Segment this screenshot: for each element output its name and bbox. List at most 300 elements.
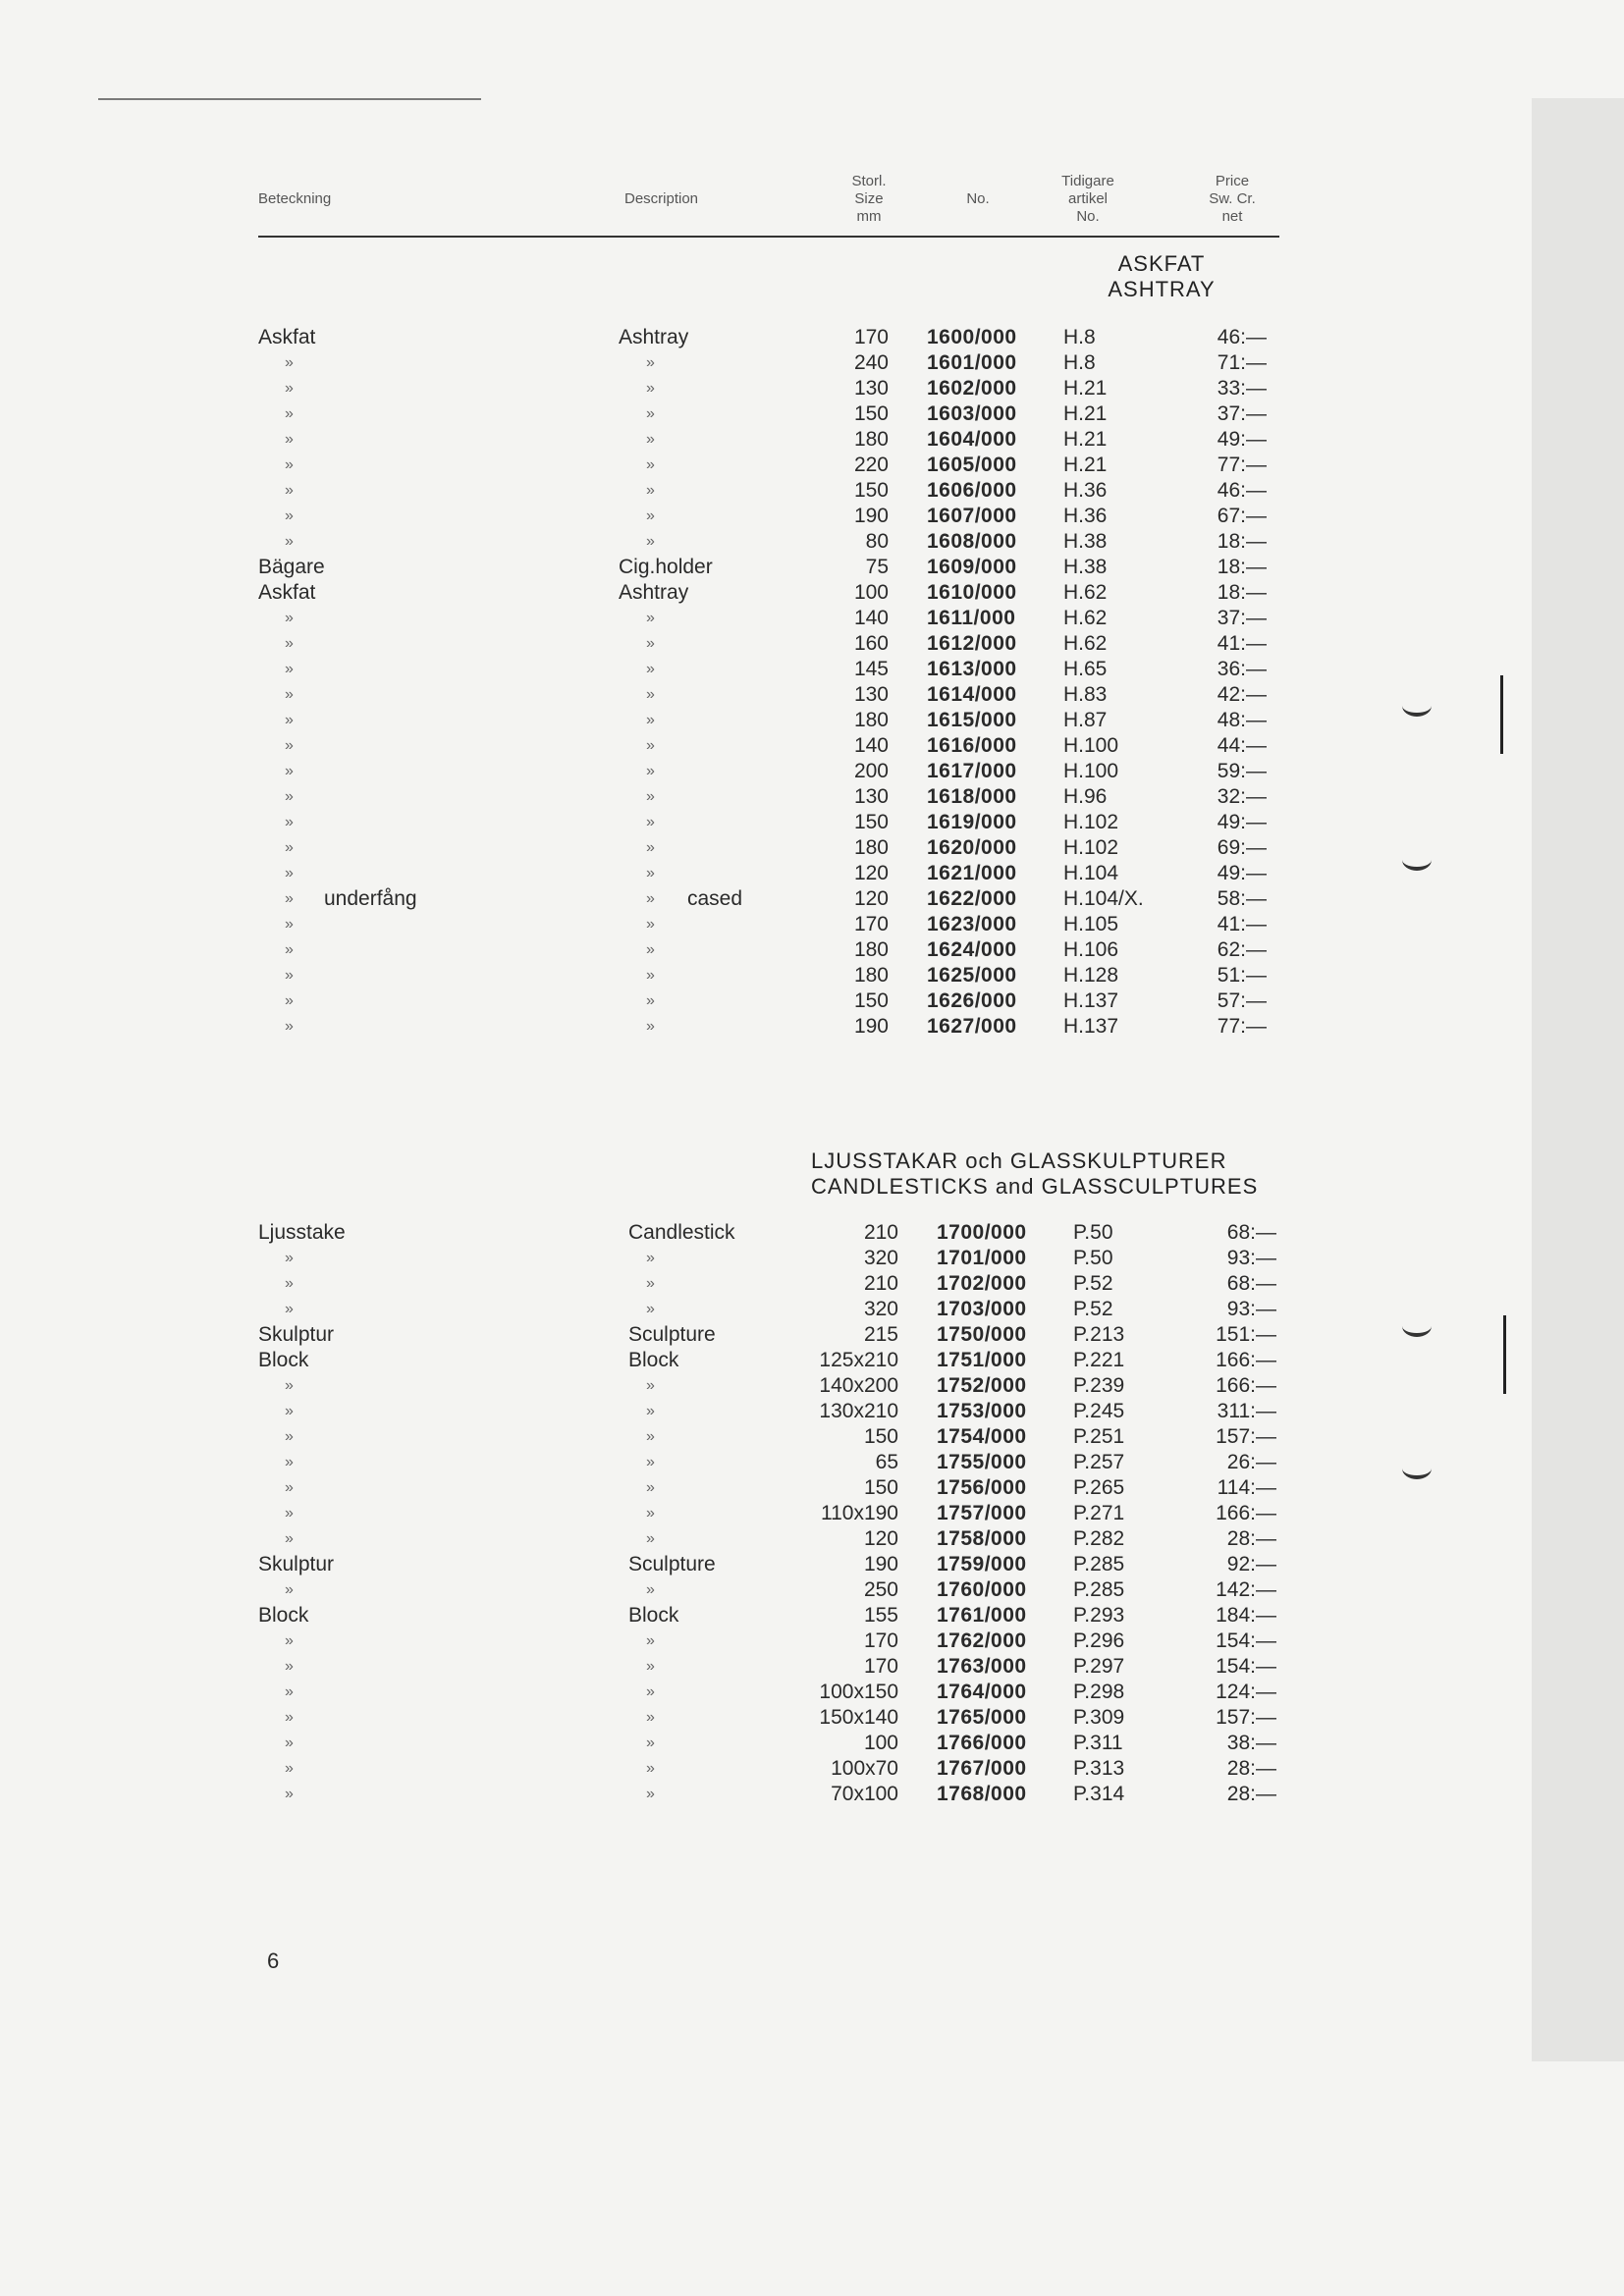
item-name: Askfat bbox=[258, 326, 316, 348]
item-description: Cig.holder bbox=[619, 556, 713, 578]
item-price: 92:— bbox=[1226, 1553, 1276, 1575]
item-description: » bbox=[646, 1581, 655, 1598]
table-row bbox=[0, 1731, 1532, 1756]
item-number: 1754/000 bbox=[937, 1425, 1027, 1448]
item-number: 1621/000 bbox=[927, 862, 1017, 884]
item-name: » bbox=[285, 405, 294, 422]
item-size: 180 bbox=[853, 964, 889, 987]
item-previous-number: P.50 bbox=[1073, 1221, 1113, 1244]
item-previous-number: H.104 bbox=[1063, 862, 1119, 884]
item-size: 210 bbox=[863, 1221, 898, 1244]
item-description: » bbox=[646, 380, 655, 397]
item-previous-number: H.83 bbox=[1063, 683, 1108, 706]
table-row bbox=[0, 886, 1532, 912]
item-size: 200 bbox=[853, 760, 889, 782]
item-size: 320 bbox=[863, 1247, 898, 1269]
item-previous-number: H.100 bbox=[1063, 734, 1119, 757]
item-number: 1625/000 bbox=[927, 964, 1017, 987]
item-description: » bbox=[646, 482, 655, 499]
item-size: 170 bbox=[863, 1629, 898, 1652]
table-row bbox=[0, 1322, 1532, 1348]
item-name: Block bbox=[258, 1604, 309, 1627]
item-size: 180 bbox=[853, 836, 889, 859]
item-number: 1602/000 bbox=[927, 377, 1017, 400]
table-row bbox=[0, 1501, 1532, 1526]
item-previous-number: P.314 bbox=[1073, 1783, 1125, 1805]
item-description: » bbox=[646, 1632, 655, 1649]
item-name: » bbox=[285, 661, 294, 677]
table-row bbox=[0, 1475, 1532, 1501]
item-size: 170 bbox=[863, 1655, 898, 1678]
item-description: » bbox=[646, 941, 655, 958]
item-previous-number: H.87 bbox=[1063, 709, 1108, 731]
table-row bbox=[0, 861, 1532, 886]
item-size: 180 bbox=[853, 709, 889, 731]
item-size: 140 bbox=[853, 734, 889, 757]
table-row bbox=[0, 1756, 1532, 1782]
item-name: » bbox=[285, 941, 294, 958]
item-price: 142:— bbox=[1216, 1578, 1276, 1601]
item-previous-number: H.21 bbox=[1063, 428, 1108, 451]
table-row bbox=[0, 733, 1532, 759]
item-size: 130 bbox=[853, 785, 889, 808]
item-previous-number: H.36 bbox=[1063, 479, 1108, 502]
item-description: » bbox=[646, 1301, 655, 1317]
item-description: » bbox=[646, 788, 655, 805]
item-name: » bbox=[285, 635, 294, 652]
item-size: 180 bbox=[853, 428, 889, 451]
item-previous-number: P.297 bbox=[1073, 1655, 1125, 1678]
item-name: Skulptur bbox=[258, 1323, 335, 1346]
item-description: » bbox=[646, 610, 655, 626]
item-name: » bbox=[285, 839, 294, 856]
item-name: » bbox=[285, 1454, 294, 1470]
item-size: 215 bbox=[863, 1323, 898, 1346]
item-price: 37:— bbox=[1217, 402, 1267, 425]
table-row bbox=[0, 453, 1532, 478]
item-name: » bbox=[285, 1301, 294, 1317]
item-number: 1753/000 bbox=[937, 1400, 1027, 1422]
item-size: 155 bbox=[863, 1604, 898, 1627]
table-row bbox=[0, 657, 1532, 682]
item-name: » bbox=[285, 814, 294, 830]
item-description: Block bbox=[628, 1604, 679, 1627]
punch-hole-mark bbox=[1402, 1458, 1432, 1479]
item-number: 1618/000 bbox=[927, 785, 1017, 808]
item-name: » bbox=[285, 1403, 294, 1419]
section-title-ljusstakar: LJUSSTAKAR och GLASSKULPTURER CANDLESTICKS and GLASSCULPTURES bbox=[811, 1148, 1259, 1199]
item-previous-number: P.251 bbox=[1073, 1425, 1125, 1448]
item-description: » bbox=[646, 992, 655, 1009]
item-previous-number: H.21 bbox=[1063, 377, 1108, 400]
item-price: 59:— bbox=[1217, 760, 1267, 782]
item-description: » bbox=[646, 890, 655, 907]
item-number: 1617/000 bbox=[927, 760, 1017, 782]
item-name: » bbox=[285, 788, 294, 805]
item-number: 1752/000 bbox=[937, 1374, 1027, 1397]
item-name: » bbox=[285, 380, 294, 397]
top-rule bbox=[98, 98, 481, 100]
item-price: 49:— bbox=[1217, 862, 1267, 884]
item-description: » bbox=[646, 737, 655, 754]
item-number: 1620/000 bbox=[927, 836, 1017, 859]
item-description: Ashtray bbox=[619, 326, 689, 348]
item-previous-number: P.52 bbox=[1073, 1298, 1113, 1320]
item-name: » bbox=[285, 1505, 294, 1522]
item-price: 68:— bbox=[1226, 1221, 1276, 1244]
item-number: 1606/000 bbox=[927, 479, 1017, 502]
item-price: 57:— bbox=[1217, 989, 1267, 1012]
table-row bbox=[0, 835, 1532, 861]
item-description: Candlestick bbox=[628, 1221, 735, 1244]
item-description: Ashtray bbox=[619, 581, 689, 604]
item-previous-number: H.21 bbox=[1063, 454, 1108, 476]
header-tidigare: Tidigare artikel No. bbox=[1061, 173, 1114, 225]
item-size: 75 bbox=[865, 556, 889, 578]
table-row bbox=[0, 1552, 1532, 1577]
item-previous-number: H.137 bbox=[1063, 989, 1119, 1012]
item-number: 1761/000 bbox=[937, 1604, 1027, 1627]
item-description: » bbox=[646, 533, 655, 550]
item-description: » bbox=[646, 712, 655, 728]
item-number: 1605/000 bbox=[927, 454, 1017, 476]
item-size: 110x190 bbox=[820, 1502, 898, 1524]
item-price: 184:— bbox=[1216, 1604, 1276, 1627]
item-description: » bbox=[646, 1018, 655, 1035]
item-price: 46:— bbox=[1217, 479, 1267, 502]
item-price: 26:— bbox=[1226, 1451, 1276, 1473]
item-name: » bbox=[285, 1735, 294, 1751]
table-row bbox=[0, 1629, 1532, 1654]
item-description: » bbox=[646, 686, 655, 703]
item-size: 100x150 bbox=[819, 1681, 898, 1703]
item-number: 1604/000 bbox=[927, 428, 1017, 451]
item-previous-number: P.271 bbox=[1073, 1502, 1125, 1524]
item-size: 170 bbox=[853, 913, 889, 935]
item-description: » bbox=[646, 1479, 655, 1496]
item-previous-number: P.282 bbox=[1073, 1527, 1125, 1550]
item-price: 49:— bbox=[1217, 428, 1267, 451]
item-number: 1623/000 bbox=[927, 913, 1017, 935]
item-size: 150 bbox=[853, 479, 889, 502]
item-price: 68:— bbox=[1226, 1272, 1276, 1295]
item-price: 93:— bbox=[1226, 1247, 1276, 1269]
item-previous-number: H.104/X. bbox=[1063, 887, 1144, 910]
item-number: 1768/000 bbox=[937, 1783, 1027, 1805]
table-row bbox=[0, 1450, 1532, 1475]
item-size: 70x100 bbox=[831, 1783, 898, 1805]
item-previous-number: P.213 bbox=[1073, 1323, 1125, 1346]
item-previous-number: H.36 bbox=[1063, 505, 1108, 527]
item-name: » bbox=[285, 456, 294, 473]
item-number: 1767/000 bbox=[937, 1757, 1027, 1780]
item-price: 166:— bbox=[1216, 1349, 1276, 1371]
item-size: 120 bbox=[853, 862, 889, 884]
item-description: » bbox=[646, 1760, 655, 1777]
punch-hole-mark bbox=[1402, 1315, 1432, 1337]
table-row bbox=[0, 376, 1532, 401]
header-no: No. bbox=[966, 190, 990, 207]
table-row bbox=[0, 1220, 1532, 1246]
item-size: 150 bbox=[853, 811, 889, 833]
item-name: » bbox=[285, 1530, 294, 1547]
table-row bbox=[0, 1654, 1532, 1680]
item-price: 18:— bbox=[1217, 581, 1267, 604]
item-number: 1611/000 bbox=[927, 607, 1016, 629]
item-number: 1764/000 bbox=[937, 1681, 1027, 1703]
item-number: 1624/000 bbox=[927, 938, 1017, 961]
item-size: 130 bbox=[853, 377, 889, 400]
item-previous-number: P.285 bbox=[1073, 1578, 1125, 1601]
item-price: 37:— bbox=[1217, 607, 1267, 629]
item-name: » bbox=[285, 712, 294, 728]
item-description: » bbox=[646, 1505, 655, 1522]
item-name: » bbox=[285, 967, 294, 984]
item-description-extra: cased bbox=[687, 887, 743, 910]
item-name: » bbox=[285, 992, 294, 1009]
item-number: 1615/000 bbox=[927, 709, 1017, 731]
item-description: » bbox=[646, 1530, 655, 1547]
item-size: 180 bbox=[853, 938, 889, 961]
table-row bbox=[0, 1373, 1532, 1399]
item-number: 1601/000 bbox=[927, 351, 1017, 374]
item-price: 157:— bbox=[1216, 1425, 1276, 1448]
item-number: 1613/000 bbox=[927, 658, 1017, 680]
item-price: 93:— bbox=[1226, 1298, 1276, 1320]
item-name: » bbox=[285, 1018, 294, 1035]
item-price: 157:— bbox=[1216, 1706, 1276, 1729]
item-number: 1626/000 bbox=[927, 989, 1017, 1012]
item-description: » bbox=[646, 865, 655, 881]
page-edge-shadow bbox=[1532, 98, 1624, 2061]
table-row bbox=[0, 1297, 1532, 1322]
item-name: » bbox=[285, 354, 294, 371]
item-number: 1603/000 bbox=[927, 402, 1017, 425]
table-row bbox=[0, 1603, 1532, 1629]
item-description: Block bbox=[628, 1349, 679, 1371]
item-description: » bbox=[646, 1250, 655, 1266]
table-row bbox=[0, 1782, 1532, 1807]
table-row bbox=[0, 478, 1532, 504]
item-price: 151:— bbox=[1216, 1323, 1276, 1346]
item-price: 166:— bbox=[1216, 1374, 1276, 1397]
item-name-extra: underfång bbox=[324, 887, 417, 910]
item-number: 1760/000 bbox=[937, 1578, 1027, 1601]
item-number: 1758/000 bbox=[937, 1527, 1027, 1550]
item-previous-number: H.102 bbox=[1063, 836, 1119, 859]
item-number: 1600/000 bbox=[927, 326, 1017, 348]
item-name: Askfat bbox=[258, 581, 316, 604]
table-row bbox=[0, 350, 1532, 376]
table-row bbox=[0, 606, 1532, 631]
item-name: » bbox=[285, 431, 294, 448]
item-price: 28:— bbox=[1226, 1783, 1276, 1805]
item-previous-number: P.52 bbox=[1073, 1272, 1113, 1295]
item-name: » bbox=[285, 916, 294, 933]
item-name: » bbox=[285, 865, 294, 881]
item-previous-number: H.106 bbox=[1063, 938, 1119, 961]
item-name: » bbox=[285, 610, 294, 626]
item-price: 42:— bbox=[1217, 683, 1267, 706]
header-description: Description bbox=[624, 190, 699, 207]
item-price: 18:— bbox=[1217, 556, 1267, 578]
item-price: 46:— bbox=[1217, 326, 1267, 348]
table-row bbox=[0, 963, 1532, 988]
item-size: 170 bbox=[853, 326, 889, 348]
item-name: Skulptur bbox=[258, 1553, 335, 1575]
item-description: » bbox=[646, 1403, 655, 1419]
item-price: 33:— bbox=[1217, 377, 1267, 400]
item-previous-number: H.8 bbox=[1063, 351, 1096, 374]
item-price: 77:— bbox=[1217, 454, 1267, 476]
item-number: 1755/000 bbox=[937, 1451, 1027, 1473]
item-description: » bbox=[646, 661, 655, 677]
item-number: 1757/000 bbox=[937, 1502, 1027, 1524]
item-price: 32:— bbox=[1217, 785, 1267, 808]
item-name: » bbox=[285, 1760, 294, 1777]
item-price: 114:— bbox=[1217, 1476, 1276, 1499]
item-size: 150 bbox=[853, 402, 889, 425]
item-previous-number: H.96 bbox=[1063, 785, 1108, 808]
item-size: 140 bbox=[853, 607, 889, 629]
item-size: 150 bbox=[853, 989, 889, 1012]
item-description: » bbox=[646, 456, 655, 473]
item-number: 1609/000 bbox=[927, 556, 1017, 578]
page-number: 6 bbox=[267, 1949, 280, 1973]
item-name: » bbox=[285, 1658, 294, 1675]
item-previous-number: H.62 bbox=[1063, 632, 1108, 655]
item-name: Ljusstake bbox=[258, 1221, 346, 1244]
item-size: 210 bbox=[863, 1272, 898, 1295]
item-name: » bbox=[285, 1377, 294, 1394]
item-previous-number: H.62 bbox=[1063, 607, 1108, 629]
item-size: 100 bbox=[853, 581, 889, 604]
table-row bbox=[0, 631, 1532, 657]
table-row bbox=[0, 1014, 1532, 1040]
item-number: 1759/000 bbox=[937, 1553, 1027, 1575]
item-description: » bbox=[646, 814, 655, 830]
item-number: 1701/000 bbox=[937, 1247, 1027, 1269]
item-previous-number: H.128 bbox=[1063, 964, 1119, 987]
item-name: » bbox=[285, 1581, 294, 1598]
item-number: 1614/000 bbox=[927, 683, 1017, 706]
item-previous-number: P.245 bbox=[1073, 1400, 1125, 1422]
item-number: 1703/000 bbox=[937, 1298, 1027, 1320]
item-size: 220 bbox=[853, 454, 889, 476]
item-size: 240 bbox=[853, 351, 889, 374]
item-previous-number: H.21 bbox=[1063, 402, 1108, 425]
item-name: » bbox=[285, 686, 294, 703]
item-number: 1627/000 bbox=[927, 1015, 1017, 1038]
item-previous-number: H.62 bbox=[1063, 581, 1108, 604]
item-price: 154:— bbox=[1216, 1629, 1276, 1652]
item-description: » bbox=[646, 1377, 655, 1394]
item-price: 154:— bbox=[1216, 1655, 1276, 1678]
table-row bbox=[0, 401, 1532, 427]
table-row bbox=[0, 529, 1532, 555]
item-price: 311:— bbox=[1217, 1400, 1276, 1422]
item-price: 62:— bbox=[1217, 938, 1267, 961]
item-size: 130 bbox=[853, 683, 889, 706]
item-size: 190 bbox=[863, 1553, 898, 1575]
table-row bbox=[0, 1271, 1532, 1297]
item-description: » bbox=[646, 354, 655, 371]
item-number: 1619/000 bbox=[927, 811, 1017, 833]
item-price: 49:— bbox=[1217, 811, 1267, 833]
item-description: » bbox=[646, 1735, 655, 1751]
item-description: » bbox=[646, 635, 655, 652]
item-description: » bbox=[646, 1275, 655, 1292]
item-previous-number: P.257 bbox=[1073, 1451, 1125, 1473]
item-price: 58:— bbox=[1217, 887, 1267, 910]
item-price: 77:— bbox=[1217, 1015, 1267, 1038]
item-name: » bbox=[285, 1683, 294, 1700]
table-row bbox=[0, 1348, 1532, 1373]
item-description: » bbox=[646, 916, 655, 933]
edge-mark bbox=[1503, 1315, 1506, 1394]
item-number: 1622/000 bbox=[927, 887, 1017, 910]
item-price: 124:— bbox=[1216, 1681, 1276, 1703]
item-description: » bbox=[646, 763, 655, 779]
item-previous-number: P.298 bbox=[1073, 1681, 1125, 1703]
item-previous-number: H.38 bbox=[1063, 530, 1108, 553]
section-title-askfat: ASKFAT ASHTRAY bbox=[1108, 251, 1216, 301]
punch-hole-mark bbox=[1402, 849, 1432, 871]
edge-mark bbox=[1500, 675, 1503, 754]
item-number: 1610/000 bbox=[927, 581, 1017, 604]
table-row bbox=[0, 759, 1532, 784]
item-description: » bbox=[646, 839, 655, 856]
table-row bbox=[0, 1680, 1532, 1705]
item-size: 120 bbox=[863, 1527, 898, 1550]
item-name: » bbox=[285, 1250, 294, 1266]
item-description: » bbox=[646, 1454, 655, 1470]
item-description: » bbox=[646, 431, 655, 448]
item-size: 160 bbox=[853, 632, 889, 655]
item-name: » bbox=[285, 507, 294, 524]
item-previous-number: P.239 bbox=[1073, 1374, 1125, 1397]
item-previous-number: P.296 bbox=[1073, 1629, 1125, 1652]
item-size: 125x210 bbox=[819, 1349, 898, 1371]
item-previous-number: P.221 bbox=[1073, 1349, 1125, 1371]
item-size: 190 bbox=[853, 1015, 889, 1038]
item-number: 1607/000 bbox=[927, 505, 1017, 527]
item-price: 69:— bbox=[1217, 836, 1267, 859]
item-price: 18:— bbox=[1217, 530, 1267, 553]
item-previous-number: H.100 bbox=[1063, 760, 1119, 782]
item-price: 48:— bbox=[1217, 709, 1267, 731]
item-size: 320 bbox=[863, 1298, 898, 1320]
item-description: » bbox=[646, 405, 655, 422]
item-size: 120 bbox=[853, 887, 889, 910]
item-description: Sculpture bbox=[628, 1553, 716, 1575]
header-price: Price Sw. Cr. net bbox=[1209, 173, 1256, 225]
item-price: 44:— bbox=[1217, 734, 1267, 757]
item-name: Bägare bbox=[258, 556, 325, 578]
item-description: » bbox=[646, 507, 655, 524]
table-row bbox=[0, 1424, 1532, 1450]
table-row bbox=[0, 810, 1532, 835]
table-row bbox=[0, 427, 1532, 453]
header-size: Storl. Size mm bbox=[851, 173, 887, 225]
item-previous-number: H.105 bbox=[1063, 913, 1119, 935]
item-name: » bbox=[285, 533, 294, 550]
table-row bbox=[0, 1577, 1532, 1603]
item-previous-number: P.309 bbox=[1073, 1706, 1125, 1729]
item-number: 1612/000 bbox=[927, 632, 1017, 655]
item-description: Sculpture bbox=[628, 1323, 716, 1346]
item-previous-number: H.8 bbox=[1063, 326, 1096, 348]
